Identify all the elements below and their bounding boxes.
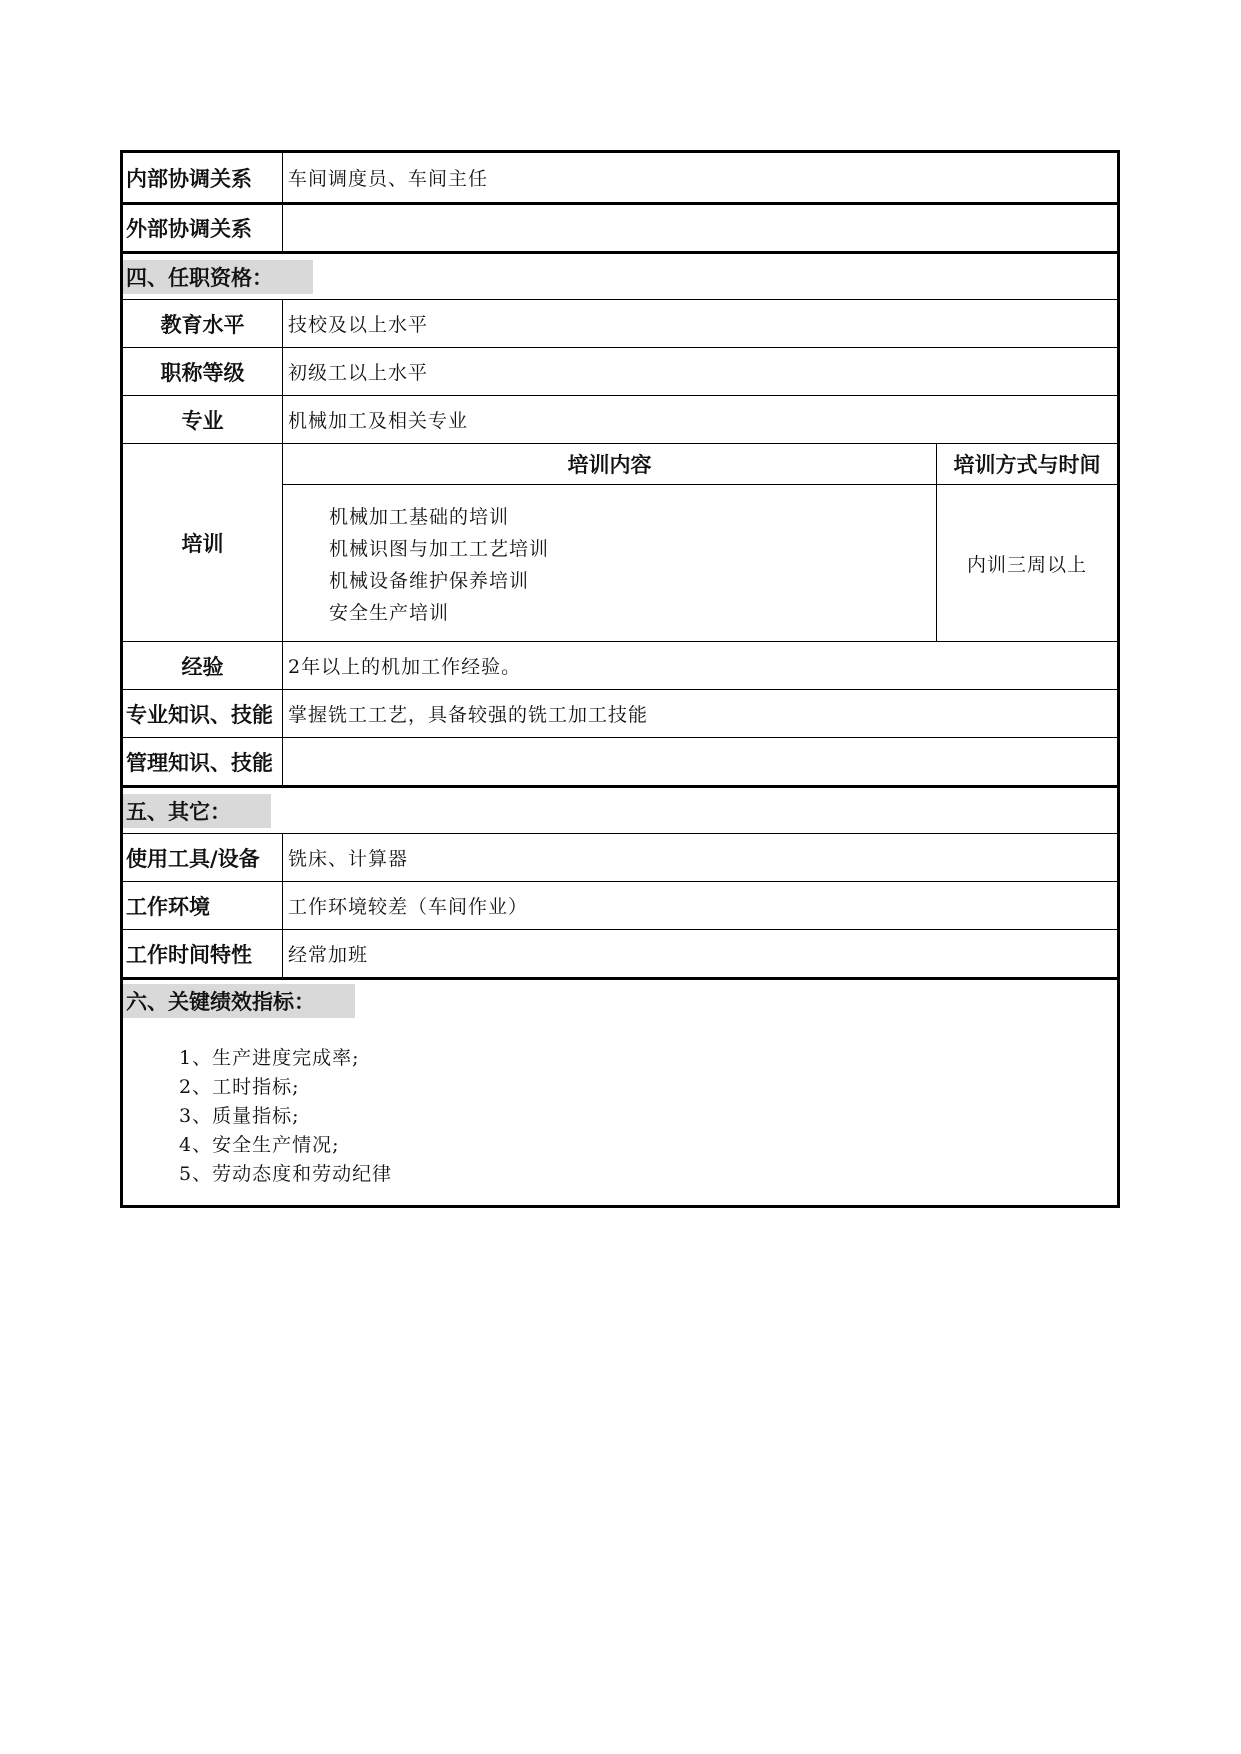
- kpi-item: 1、生产进度完成率;: [179, 1047, 360, 1069]
- kpi-list: [123, 1044, 1117, 1189]
- training-header-row: [283, 444, 1117, 485]
- training-details: [283, 444, 1117, 641]
- work-time-row: [123, 929, 1117, 977]
- kpi-item: 5、劳动态度和劳动纪律: [179, 1163, 393, 1185]
- qualifications-section-title: 四、任职资格：: [123, 260, 313, 294]
- management-skills-label: 管理知识、技能: [123, 738, 283, 785]
- major-value: 机械加工及相关专业: [288, 410, 469, 432]
- other-section-title: 五、其它：: [123, 794, 271, 828]
- internal-coordination-label: 内部协调关系: [123, 153, 283, 202]
- environment-value: 工作环境较差（车间作业）: [288, 896, 529, 918]
- training-item: 安全生产培训: [329, 602, 450, 624]
- experience-value: 2年以上的机加工作经验。: [288, 656, 522, 678]
- tools-value: 铣床、计算器: [288, 848, 409, 870]
- training-item: 机械设备维护保养培训: [329, 570, 530, 592]
- title-level-label: 职称等级: [123, 348, 283, 395]
- skills-row: [123, 689, 1117, 737]
- education-value: 技校及以上水平: [288, 314, 429, 336]
- environment-row: [123, 881, 1117, 929]
- training-label: 培训: [123, 444, 283, 641]
- training-row: [123, 443, 1117, 641]
- skills-label: 专业知识、技能: [123, 690, 283, 737]
- external-coordination-row: [123, 202, 1117, 251]
- tools-label: 使用工具/设备: [123, 834, 283, 881]
- external-coordination-value: [283, 205, 1117, 251]
- kpi-section: [123, 977, 1117, 1205]
- experience-row: [123, 641, 1117, 689]
- kpi-section-title: 六、关键绩效指标：: [123, 984, 355, 1018]
- major-label: 专业: [123, 396, 283, 443]
- work-time-value: 经常加班: [288, 944, 369, 966]
- training-items-list: [283, 485, 937, 641]
- training-item: 机械加工基础的培训: [329, 506, 510, 528]
- management-skills-row: [123, 737, 1117, 785]
- job-description-table: [120, 150, 1120, 1208]
- other-section-header: [123, 785, 1117, 833]
- kpi-item: 4、安全生产情况;: [179, 1134, 340, 1156]
- training-content-row: [283, 485, 1117, 641]
- training-method-value: 内训三周以上: [966, 553, 1087, 576]
- education-label: 教育水平: [123, 300, 283, 347]
- kpi-item: 3、质量指标;: [179, 1105, 300, 1127]
- tools-row: [123, 833, 1117, 881]
- training-item: 机械识图与加工工艺培训: [329, 538, 550, 560]
- title-level-value: 初级工以上水平: [288, 362, 429, 384]
- experience-label: 经验: [123, 642, 283, 689]
- qualifications-section-header: [123, 251, 1117, 299]
- internal-coordination-row: [123, 153, 1117, 202]
- major-row: [123, 395, 1117, 443]
- training-content-header: 培训内容: [283, 444, 937, 484]
- training-method-header: 培训方式与时间: [953, 453, 1101, 477]
- education-row: [123, 299, 1117, 347]
- work-time-label: 工作时间特性: [123, 930, 283, 977]
- title-level-row: [123, 347, 1117, 395]
- internal-coordination-value: 车间调度员、车间主任: [288, 168, 489, 190]
- kpi-item: 2、工时指标;: [179, 1076, 300, 1098]
- management-skills-value: [283, 738, 1117, 785]
- environment-label: 工作环境: [123, 882, 283, 929]
- skills-value: 掌握铣工工艺，具备较强的铣工加工技能: [288, 704, 649, 726]
- external-coordination-label: 外部协调关系: [123, 205, 283, 251]
